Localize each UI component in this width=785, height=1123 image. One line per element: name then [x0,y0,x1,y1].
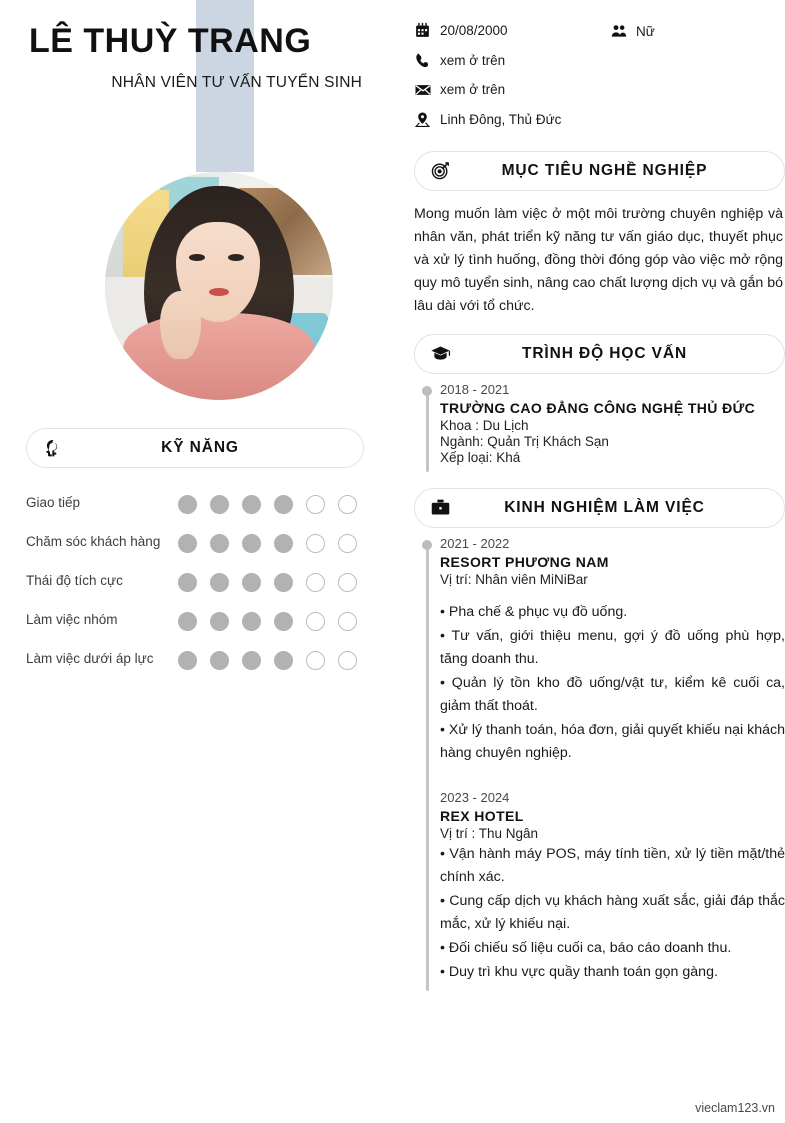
skill-rating [178,492,357,514]
skill-label: Làm việc nhóm [26,612,118,627]
skill-dot-empty [306,651,325,670]
target-icon [427,158,453,184]
envelope-icon [414,81,440,99]
timeline-dot [422,540,432,550]
skill-dot-filled [210,651,229,670]
briefcase-icon [427,495,453,521]
address-value: Linh Đông, Thủ Đức [440,112,562,128]
name-block [0,0,396,92]
skill-dot-empty [338,612,357,631]
objective-header [414,151,785,191]
watermark: vieclam123.vn [695,1101,775,1115]
job-title: NHÂN VIÊN TƯ VẤN TUYỂN SINH [111,74,362,92]
experience-years: 2021 - 2022 [440,535,510,551]
skill-dot-filled [242,534,261,553]
experience-header [414,488,785,528]
skill-dot-filled [178,495,197,514]
timeline-dot [422,386,432,396]
photo-shirt [123,313,315,400]
skill-label: Giao tiếp [26,495,81,510]
education-entry [440,382,785,472]
contact-row-email [414,81,785,99]
skill-dot-empty [306,573,325,592]
skill-row [26,570,364,596]
phone-value: xem ở trên [440,52,506,68]
contact-info [414,0,785,129]
company-name: RESORT PHƯƠNG NAM [440,553,609,570]
avatar-photo [105,172,333,400]
contact-row-birthday [414,22,785,40]
skills-section [26,428,364,687]
skill-dot-filled [274,495,293,514]
skill-dot-empty [306,495,325,514]
skill-dot-filled [242,651,261,670]
skill-dot-empty [338,495,357,514]
objective-text: Mong muốn làm việc ở một môi trường chuyên nghiệp và nhân văn, phát triển kỹ năng tư vấn giáo dục, thuyết phục và xử lý tình huống, đồng thời đóng góp vào việc mở rộng quy mô tuyển sinh, nâng cao chất lượng dịch vụ và gắn bó lâu dài với tổ chức. [414,205,783,314]
skill-dot-filled [178,573,197,592]
skill-dot-filled [274,534,293,553]
skills-header [26,428,364,468]
birthday-value: 20/08/2000 [440,23,508,38]
experience-entry [440,536,785,772]
skill-dot-filled [178,534,197,553]
skill-dot-empty [338,651,357,670]
objective-title: MỤC TIÊU NGHỀ NGHIỆP [501,161,708,179]
skill-dot-filled [178,612,197,631]
timeline-line [426,544,429,991]
skill-label: Chăm sóc khách hàng [26,534,161,549]
contact-row-phone [414,52,785,70]
faculty: Khoa : Du Lịch [440,417,529,433]
skill-row [26,531,364,557]
graduation-cap-icon [427,341,453,367]
email-value: xem ở trên [440,82,506,98]
experience-entries [440,536,785,991]
experience-section [414,488,785,991]
skill-dot-empty [306,612,325,631]
skill-dot-filled [274,573,293,592]
education-timeline [414,382,785,472]
experience-years: 2023 - 2024 [440,789,510,805]
skill-rating [178,570,357,592]
gender-value: Nữ [636,23,655,39]
phone-icon [414,52,440,69]
responsibility-item: • Xử lý thanh toán, hóa đơn, giải quyết khiếu nại khách hàng chuyên nghiệp. [440,721,785,761]
education-header [414,334,785,374]
company-name: REX HOTEL [440,807,524,824]
skill-dot-filled [210,534,229,553]
skill-label: Làm việc dưới áp lực [26,651,154,666]
grade: Xếp loại: Khá [440,449,521,465]
responsibility-list [440,601,785,765]
skill-dot-filled [242,612,261,631]
education-entries [440,382,785,472]
skill-dot-filled [274,612,293,631]
timeline-line [426,390,429,472]
skill-dot-filled [210,612,229,631]
responsibility-item: • Vận hành máy POS, máy tính tiền, xử lý tiền mặt/thẻ chính xác. [440,845,785,885]
position: Vị trí : Thu Ngân [440,825,539,841]
photo-hand [160,291,201,359]
skill-rating [178,648,357,670]
contact-row-gender [610,22,655,40]
skill-dot-filled [242,573,261,592]
skill-dot-filled [210,573,229,592]
skill-label: Thái độ tích cực [26,573,123,588]
responsibility-item: • Tư vấn, giới thiệu menu, gợi ý đồ uống phù hợp, tăng doanh thu. [440,627,785,667]
skill-dot-filled [242,495,261,514]
responsibility-item: • Duy trì khu vực quầy thanh toán gọn gàng. [440,963,718,980]
skill-dot-empty [306,534,325,553]
brain-head-icon [39,435,65,461]
contact-row-address [414,111,785,129]
experience-title: KINH NGHIỆM LÀM VIỆC [504,498,705,516]
experience-entry [440,772,785,991]
avatar [105,172,333,400]
skill-dot-empty [338,573,357,592]
major: Ngành: Quản Trị Khách Sạn [440,433,609,449]
skills-list [26,492,364,674]
skills-title: KỸ NĂNG [161,439,239,456]
calendar-icon [414,22,440,39]
location-pin-icon [414,111,440,128]
position: Vị trí: Nhân viên MiNiBar [440,571,588,587]
objective-section [414,151,785,318]
skill-dot-filled [178,651,197,670]
right-column [414,0,785,1123]
skill-row [26,492,364,518]
skill-rating [178,609,357,631]
skill-dot-filled [210,495,229,514]
responsibility-item: • Cung cấp dịch vụ khách hàng xuất sắc, giải đáp thắc mắc, xử lý khiếu nại. [440,892,785,932]
school-name: TRƯỜNG CAO ĐẲNG CÔNG NGHỆ THỦ ĐỨC [440,399,756,416]
skill-dot-empty [338,534,357,553]
people-icon [610,22,636,40]
responsibility-item: • Đối chiếu số liệu cuối ca, báo cáo doanh thu. [440,939,732,956]
responsibility-item: • Quản lý tồn kho đồ uống/vật tư, kiểm kê cuối ca, giảm thất thoát. [440,674,785,714]
experience-timeline [414,536,785,991]
education-years: 2018 - 2021 [440,381,510,397]
responsibility-list [440,843,785,984]
skill-rating [178,531,357,553]
skill-row [26,609,364,635]
skill-dot-filled [274,651,293,670]
responsibility-item: • Pha chế & phục vụ đồ uống. [440,603,628,620]
page-title: LÊ THUỲ TRANG [29,22,312,60]
education-section [414,334,785,472]
skill-row [26,648,364,674]
education-title: TRÌNH ĐỘ HỌC VẤN [521,344,688,362]
